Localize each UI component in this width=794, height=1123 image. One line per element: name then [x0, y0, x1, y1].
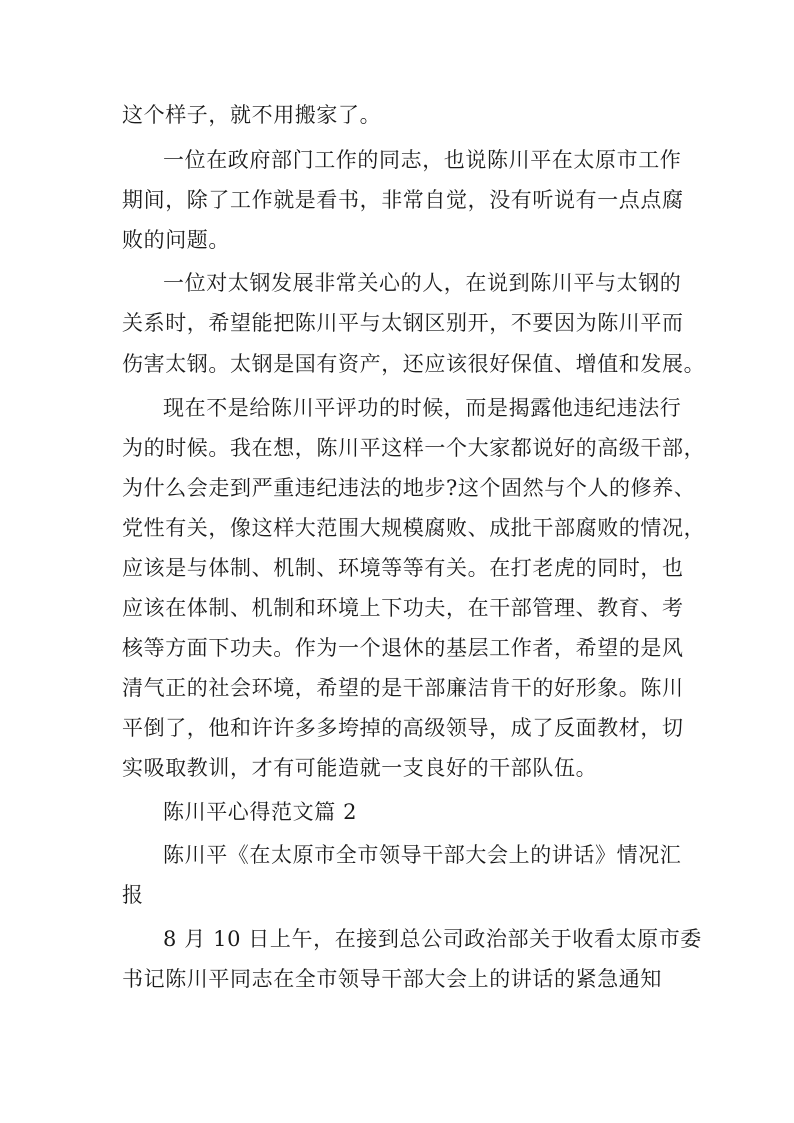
- paragraph-line: 为什么会走到严重违纪违法的地步?这个固然与个人的修养、: [122, 476, 696, 500]
- subtitle-line: 陈川平《在太原市全市领导干部大会上的讲话》情况汇: [163, 843, 682, 867]
- paragraph-line: 清气正的社会环境，希望的是干部廉洁肯干的好形象。陈川: [122, 676, 684, 700]
- paragraph-line: 党性有关，像这样大范围大规模腐败、成批干部腐败的情况，: [122, 516, 706, 540]
- paragraph-line: 应该是与体制、机制、环境等等有关。在打老虎的同时，也: [122, 556, 684, 580]
- paragraph-line: 为的时候。我在想，陈川平这样一个大家都说好的高级干部，: [122, 436, 706, 460]
- paragraph-line: 实吸取教训，才有可能造就一支良好的干部队伍。: [122, 756, 598, 780]
- paragraph-line: 应该在体制、机制和环境上下功夫，在干部管理、教育、考: [122, 596, 684, 620]
- paragraph-line: 书记陈川平同志在全市领导干部大会上的讲话的紧急通知: [122, 967, 662, 991]
- paragraph-line: 一位在政府部门工作的同志，也说陈川平在太原市工作: [163, 148, 682, 172]
- paragraph-line: 期间，除了工作就是看书，非常自觉，没有听说有一点点腐: [122, 188, 684, 212]
- paragraph-line: 核等方面下功夫。作为一个退休的基层工作者，希望的是风: [122, 636, 684, 660]
- paragraph-line: 一位对太钢发展非常关心的人，在说到陈川平与太钢的: [163, 271, 682, 295]
- paragraph-line: 败的问题。: [122, 228, 230, 252]
- paragraph-line: 现在不是给陈川平评功的时候，而是揭露他违纪违法行: [163, 396, 682, 420]
- paragraph-line: 关系时，希望能把陈川平与太钢区别开，不要因为陈川平而: [122, 311, 684, 335]
- paragraph-line: 这个样子，就不用搬家了。: [122, 103, 382, 127]
- paragraph-line: 8 月 10 日上午，在接到总公司政治部关于收看太原市委: [163, 927, 702, 951]
- paragraph-line: 平倒了，他和许许多多垮掉的高级领导，成了反面教材，切: [122, 716, 684, 740]
- paragraph-line: 伤害太钢。太钢是国有资产，还应该很好保值、增值和发展。: [122, 352, 706, 376]
- subtitle-line: 报: [122, 883, 144, 907]
- section-heading: 陈川平心得范文篇 2: [163, 800, 358, 824]
